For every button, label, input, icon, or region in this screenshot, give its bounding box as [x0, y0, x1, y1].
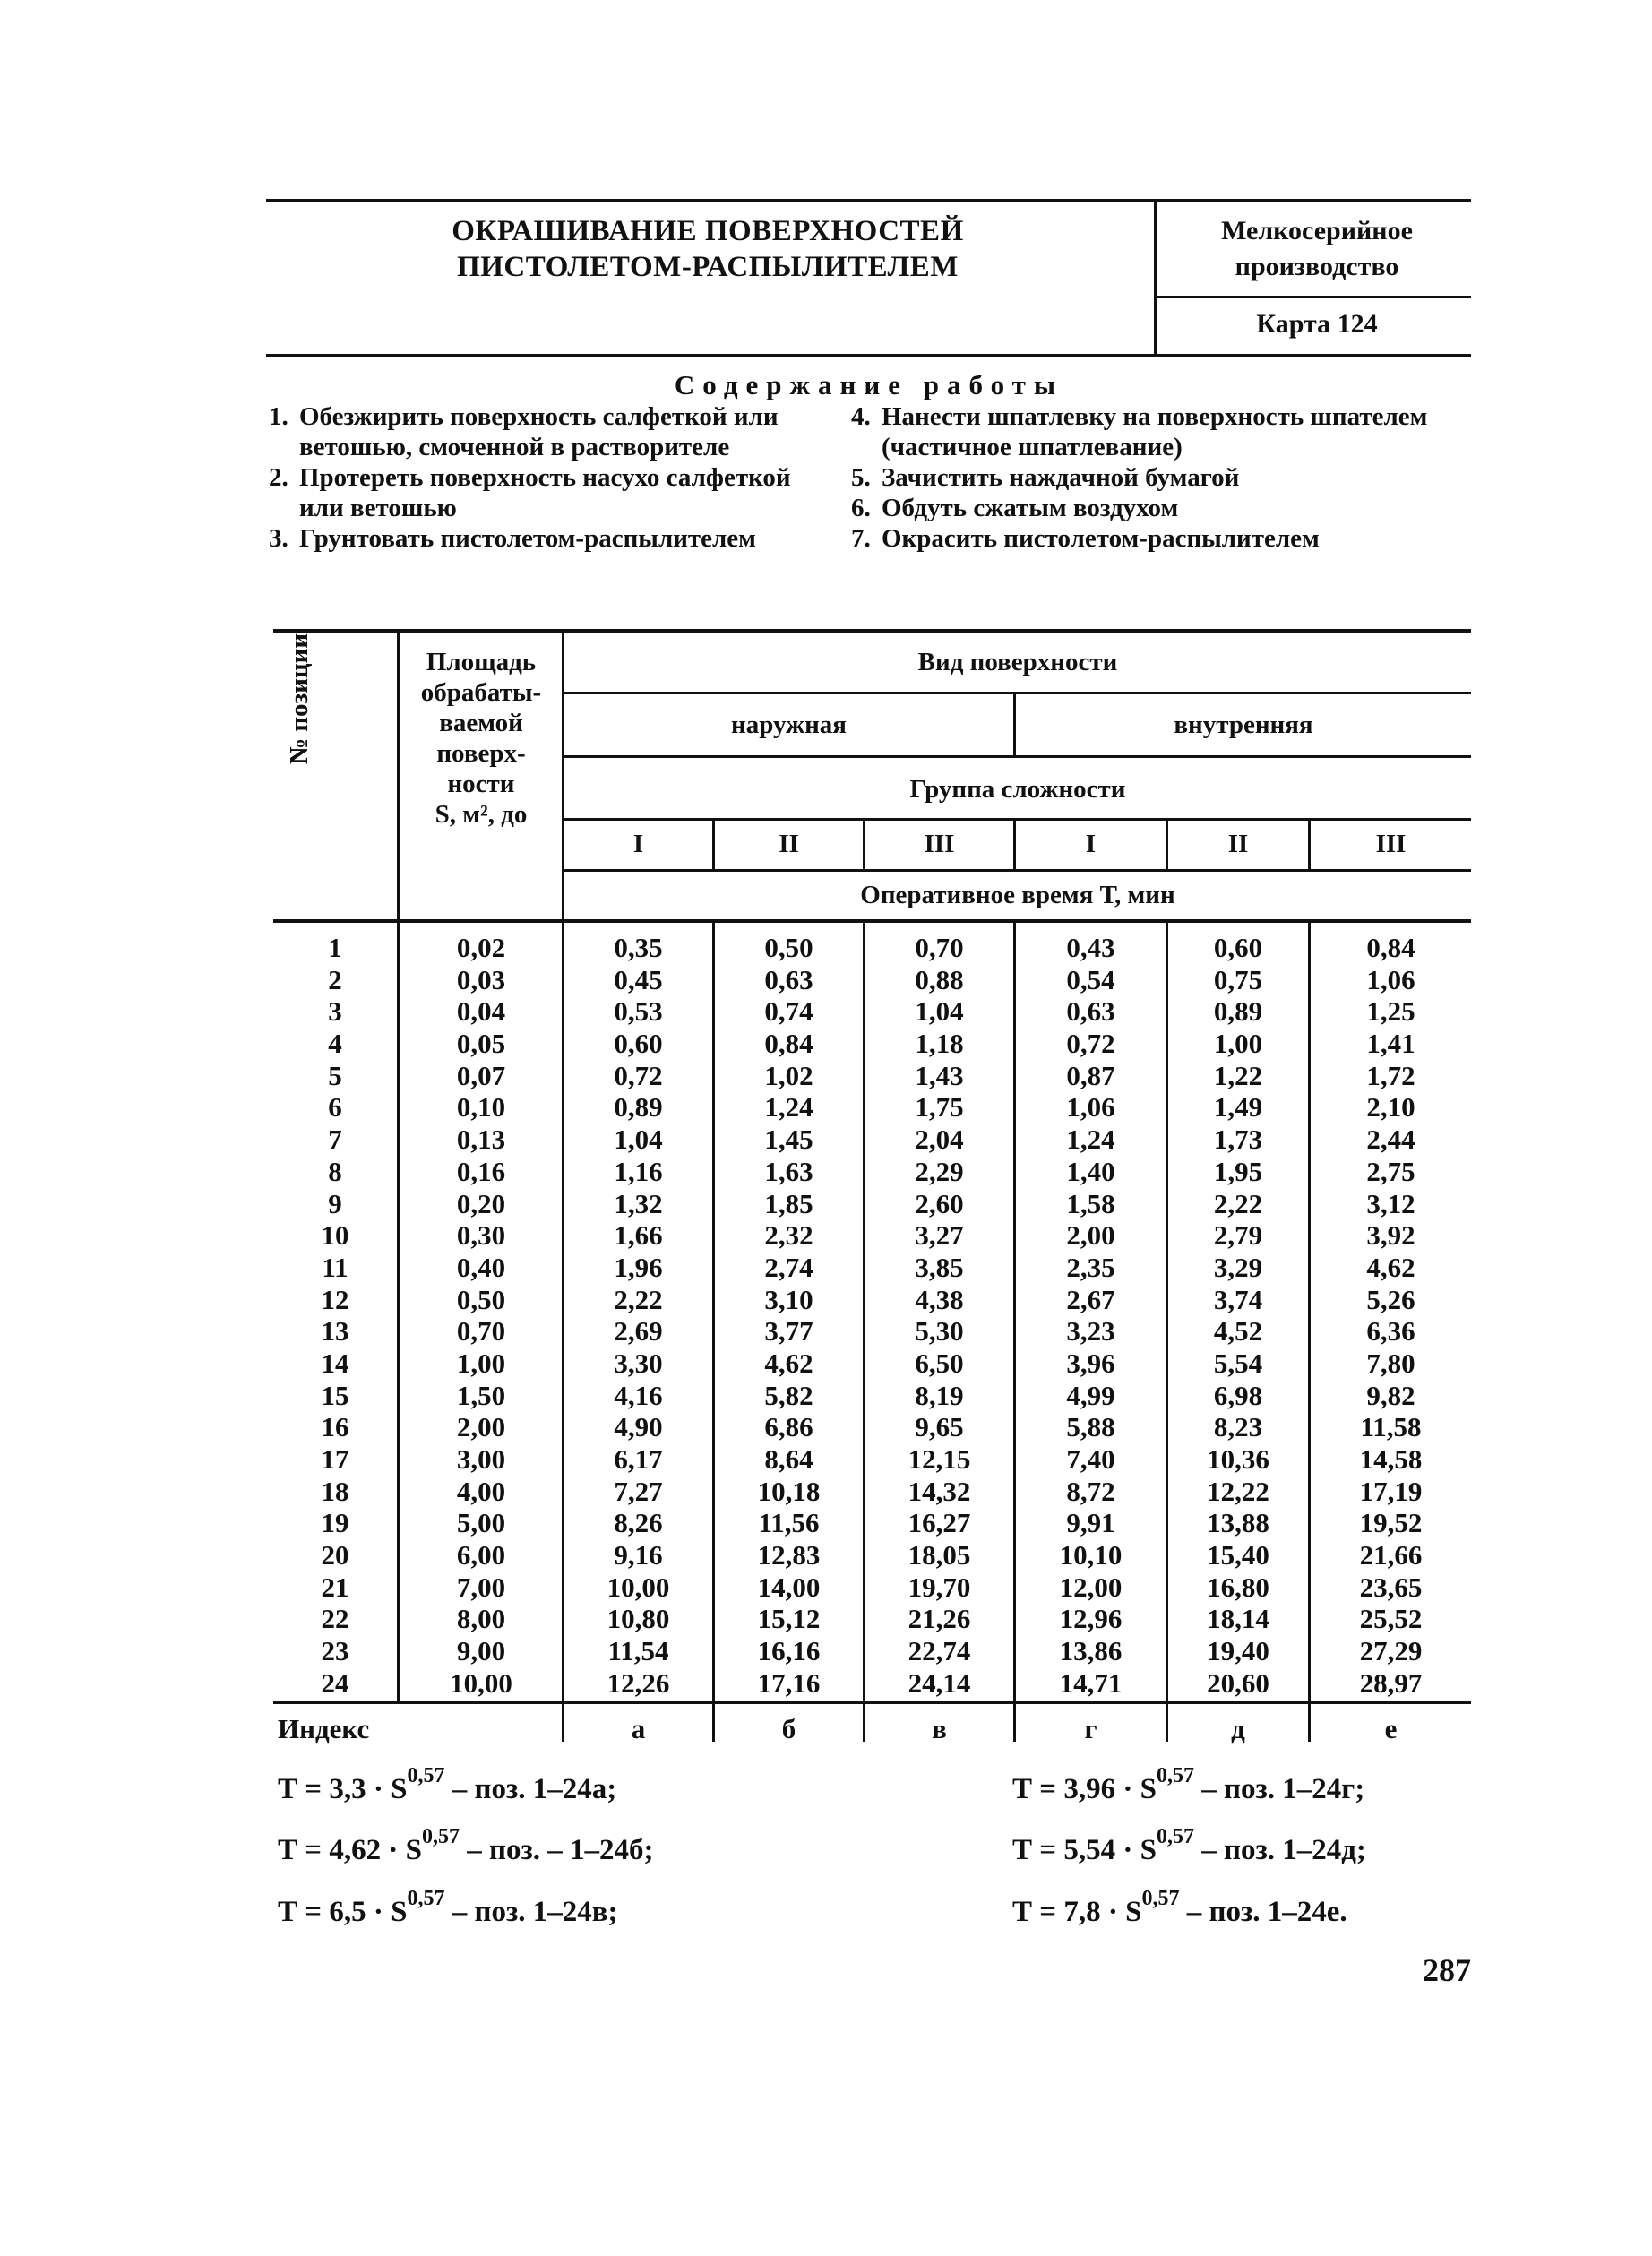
table-cell: 12,26: [607, 1666, 670, 1699]
table-cell: 2,69: [614, 1315, 663, 1348]
table-cell: 0,16: [456, 1155, 506, 1187]
table-cell: 0,05: [456, 1028, 506, 1060]
table-cell: 0,03: [456, 963, 506, 995]
index-letter: б: [781, 1713, 796, 1744]
table-cell: 19: [321, 1507, 349, 1539]
steps-right: [851, 401, 1469, 554]
table-cell: 12,00: [1059, 1571, 1123, 1603]
table-cell: 1,63: [764, 1155, 813, 1187]
table-cell: 14,32: [908, 1475, 971, 1507]
table-cell: 6,86: [764, 1411, 813, 1443]
step-text: Обдуть сжатым воздухом: [882, 494, 1179, 522]
table-cell: 1,41: [1366, 1028, 1415, 1060]
table-cell: 2: [328, 963, 342, 995]
step-text: Обезжирить поверхность салфеткой или ветошью, смоченной в растворителе: [299, 402, 779, 461]
table-cell: 7: [328, 1124, 342, 1156]
col-header-position: № позиции: [285, 633, 314, 765]
table-cell: 16,27: [908, 1507, 971, 1539]
table-cell: 5,00: [456, 1507, 506, 1539]
table-cell: 1,00: [1213, 1028, 1263, 1060]
table-cell: 7,00: [456, 1571, 506, 1603]
table-cell: 14,58: [1359, 1443, 1423, 1475]
time-column-inner-III: [1311, 932, 1471, 1700]
table-cell: 0,20: [456, 1187, 506, 1219]
table-cell: 1,25: [1366, 995, 1415, 1028]
table-cell: 6,17: [614, 1443, 663, 1475]
table-cell: 12,96: [1059, 1603, 1123, 1635]
surface-type-header: Вид поверхности: [917, 648, 1118, 676]
table-cell: 11,56: [758, 1507, 820, 1539]
table-cell: 0,70: [915, 932, 964, 963]
table-cell: 4,90: [614, 1411, 663, 1443]
table-cell: 5,54: [1213, 1347, 1263, 1379]
formula-base: Т = 7,8 · S: [1012, 1896, 1142, 1928]
table-cell: 0,84: [1366, 932, 1415, 963]
table-cell: 0,72: [614, 1059, 663, 1091]
table-cell: 13,86: [1059, 1635, 1123, 1667]
table-cell: 1,06: [1066, 1091, 1115, 1124]
table-cell: 2,44: [1366, 1124, 1415, 1156]
table-cell: 10,00: [607, 1571, 670, 1603]
table-cell: 7,40: [1066, 1443, 1115, 1475]
title-line-2: ПИСТОЛЕТОМ-РАСПЫЛИТЕЛЕМ: [457, 251, 959, 283]
step-number: 7.: [851, 524, 871, 553]
table-cell: 0,13: [456, 1124, 506, 1156]
formula-exponent: 0,57: [1141, 1887, 1180, 1910]
table-cell: 3: [328, 995, 342, 1028]
table-cell: 2,00: [456, 1411, 506, 1443]
table-cell: 24: [321, 1666, 349, 1699]
table-cell: 11: [322, 1251, 348, 1283]
formula-scope: – поз. 1–24а;: [444, 1773, 617, 1805]
step-number: 2.: [269, 463, 288, 492]
table-cell: 21,66: [1359, 1539, 1423, 1571]
card-number: Карта 124: [1256, 309, 1378, 339]
table-cell: 8,64: [764, 1443, 813, 1475]
table-cell: 1,32: [614, 1187, 663, 1219]
table-cell: 3,12: [1366, 1187, 1415, 1219]
outer-header: наружная: [731, 710, 847, 739]
table-cell: 2,29: [915, 1155, 964, 1187]
table-cell: 3,74: [1213, 1283, 1263, 1315]
table-cell: 0,10: [456, 1091, 506, 1124]
table-cell: 15: [321, 1379, 349, 1411]
time-column-outer-I: [564, 932, 712, 1700]
table-cell: 3,92: [1366, 1219, 1415, 1252]
table-cell: 2,00: [1066, 1219, 1115, 1252]
table-cell: 1,02: [764, 1059, 813, 1091]
table-cell: 0,63: [1066, 995, 1115, 1028]
formula: [1012, 1764, 1365, 1806]
table-cell: 1,18: [915, 1028, 964, 1060]
table-cell: 2,79: [1213, 1219, 1263, 1252]
table-cell: 6,50: [915, 1347, 964, 1379]
index-label: Индекс: [278, 1713, 370, 1744]
table-cell: 1,45: [764, 1124, 813, 1156]
table-cell: 8,72: [1066, 1475, 1115, 1507]
table-cell: 2,67: [1066, 1283, 1115, 1315]
formula-base: Т = 6,5 · S: [278, 1896, 408, 1928]
formula-exponent: 0,57: [407, 1887, 445, 1910]
table-cell: 10,18: [757, 1475, 821, 1507]
step-number: 6.: [851, 494, 871, 522]
table-cell: 3,29: [1213, 1251, 1263, 1283]
step-text: Нанести шпатлевку на поверхность шпателем (частичное шпатлевание): [882, 402, 1428, 461]
formula-exponent: 0,57: [1156, 1764, 1194, 1787]
table-cell: 1,72: [1366, 1059, 1415, 1091]
table-cell: 0,07: [456, 1059, 506, 1091]
table-cell: 19,40: [1207, 1635, 1269, 1667]
formula-scope: – поз. 1–24е.: [1179, 1896, 1347, 1928]
table-cell: 9,91: [1066, 1507, 1115, 1539]
formula-scope: – поз. 1–24в;: [444, 1896, 618, 1928]
surface-type-rule: [564, 692, 1471, 694]
formula-base: Т = 4,62 · S: [278, 1834, 422, 1866]
inner-header: внутренняя: [1174, 710, 1313, 739]
formula-base: Т = 5,54 · S: [1012, 1834, 1157, 1866]
step-number: 3.: [269, 524, 288, 553]
table-cell: 2,35: [1066, 1251, 1115, 1283]
production-line-1: Мелкосерийное: [1221, 216, 1413, 245]
table-cell: 2,10: [1366, 1091, 1415, 1124]
table-cell: 20,60: [1207, 1666, 1269, 1699]
table-cell: 1,04: [915, 995, 964, 1028]
table-cell: 16: [321, 1411, 349, 1443]
steps-left: [269, 401, 806, 554]
area-header-line: S, м², до: [435, 800, 528, 829]
table-cell: 13: [321, 1315, 349, 1348]
table-cell: 14: [321, 1347, 349, 1379]
table-cell: 2,32: [764, 1219, 813, 1252]
table-cell: 17,19: [1359, 1475, 1423, 1507]
formula-scope: – поз. 1–24г;: [1193, 1773, 1365, 1805]
table-cell: 1: [328, 932, 342, 963]
header-bottom-table-rule: [273, 919, 1471, 923]
step-number: 4.: [851, 402, 871, 431]
table-cell: 2,04: [915, 1124, 964, 1156]
header-top-rule: [266, 199, 1471, 202]
table-cell: 0,70: [456, 1315, 506, 1348]
table-cell: 21,26: [908, 1603, 971, 1635]
table-cell: 21: [321, 1571, 349, 1603]
table-cell: 20: [321, 1539, 349, 1571]
table-cell: 1,50: [456, 1379, 506, 1411]
step-number: 1.: [269, 402, 288, 431]
table-cell: 2,60: [915, 1187, 964, 1219]
table-cell: 4: [328, 1028, 342, 1060]
table-cell: 0,53: [614, 995, 663, 1028]
table-cell: 15,40: [1207, 1539, 1269, 1571]
table-cell: 19,70: [908, 1571, 971, 1603]
complexity-rule: [564, 818, 1471, 821]
formula-exponent: 0,57: [1156, 1825, 1194, 1848]
table-cell: 3,23: [1066, 1315, 1115, 1348]
table-cell: 0,60: [1213, 932, 1263, 963]
table-cell: 25,52: [1359, 1603, 1423, 1635]
table-cell: 0,43: [1066, 932, 1115, 963]
table-cell: 2,74: [764, 1251, 813, 1283]
step-item: [269, 401, 806, 462]
table-cell: 12,83: [757, 1539, 821, 1571]
index-letter: е: [1384, 1713, 1398, 1744]
table-cell: 3,77: [764, 1315, 813, 1348]
table-cell: 1,85: [764, 1187, 813, 1219]
table-cell: 15,12: [757, 1603, 821, 1635]
table-cell: 9,00: [456, 1635, 506, 1667]
table-cell: 17,16: [757, 1666, 821, 1699]
table-cell: 0,45: [614, 963, 663, 995]
table-cell: 16,80: [1207, 1571, 1269, 1603]
table-cell: 6: [328, 1091, 342, 1124]
outer-inner-rule: [564, 755, 1471, 758]
formula-exponent: 0,57: [407, 1764, 445, 1787]
table-cell: 0,50: [456, 1283, 506, 1315]
table-cell: 4,62: [1366, 1251, 1415, 1283]
table-cell: 1,58: [1066, 1187, 1115, 1219]
table-cell: 1,96: [614, 1251, 663, 1283]
table-cell: 22,74: [908, 1635, 971, 1667]
table-cell: 0,84: [764, 1028, 813, 1060]
area-header-line: Площадь: [426, 648, 537, 676]
table-cell: 1,06: [1366, 963, 1415, 995]
operative-time-header: Оперативное время Т, мин: [860, 881, 1175, 909]
area-header-line: ваемой: [439, 709, 523, 737]
complexity-header: Группа сложности: [909, 775, 1126, 804]
table-cell: 10,10: [1059, 1539, 1123, 1571]
table-cell: 0,54: [1066, 963, 1115, 995]
table-cell: 3,00: [456, 1443, 506, 1475]
table-cell: 0,63: [764, 963, 813, 995]
table-cell: 1,95: [1213, 1155, 1263, 1187]
table-cell: 0,04: [456, 995, 506, 1028]
group-header: II: [779, 830, 799, 858]
formula-exponent: 0,57: [421, 1825, 460, 1848]
group-header: III: [1375, 830, 1407, 858]
table-cell: 18,05: [908, 1539, 971, 1571]
table-cell: 3,10: [764, 1283, 813, 1315]
table-cell: 13,88: [1207, 1507, 1269, 1539]
formula: [1012, 1887, 1347, 1929]
table-cell: 23,65: [1359, 1571, 1423, 1603]
table-cell: 27,29: [1359, 1635, 1423, 1667]
index-letter: г: [1084, 1713, 1097, 1744]
step-text: Окрасить пистолетом-распылителем: [882, 524, 1320, 553]
step-item: [851, 401, 1469, 462]
formula-scope: – поз. 1–24д;: [1193, 1834, 1366, 1866]
card-rule: [1156, 296, 1471, 298]
table-cell: 1,24: [764, 1091, 813, 1124]
time-column-inner-II: [1168, 932, 1308, 1700]
group-header: I: [1085, 830, 1097, 858]
table-cell: 6,00: [456, 1539, 506, 1571]
time-column-outer-II: [715, 932, 863, 1700]
time-column-outer-III: [865, 932, 1013, 1700]
table-cell: 0,75: [1213, 963, 1263, 995]
area-header-line: обрабаты-: [420, 678, 542, 707]
table-cell: 7,27: [614, 1475, 663, 1507]
table-cell: 4,99: [1066, 1379, 1115, 1411]
header-divider: [1154, 199, 1157, 356]
table-cell: 12,22: [1207, 1475, 1269, 1507]
table-cell: 16,16: [757, 1635, 821, 1667]
formula: [278, 1764, 617, 1806]
formula: [1012, 1825, 1366, 1867]
table-cell: 14,71: [1059, 1666, 1123, 1699]
step-item: [269, 462, 806, 523]
table-cell: 11,54: [607, 1635, 669, 1667]
table-cell: 1,00: [456, 1347, 506, 1379]
table-cell: 18: [321, 1475, 349, 1507]
table-cell: 2,75: [1366, 1155, 1415, 1187]
table-cell: 28,97: [1359, 1666, 1423, 1699]
table-cell: 5: [328, 1059, 342, 1091]
table-cell: 0,02: [456, 932, 506, 963]
group-header: III: [924, 830, 955, 858]
title-line-1: ОКРАШИВАНИЕ ПОВЕРХНОСТЕЙ: [452, 215, 964, 247]
formula: [278, 1887, 618, 1929]
table-cell: 1,43: [915, 1059, 964, 1091]
table-cell: 0,89: [1213, 995, 1263, 1028]
table-cell: 18,14: [1207, 1603, 1269, 1635]
table-cell: 3,96: [1066, 1347, 1115, 1379]
table-cell: 5,82: [764, 1379, 813, 1411]
table-data-bottom-rule: [273, 1701, 1471, 1704]
table-cell: 1,73: [1213, 1124, 1263, 1156]
area-header-line: поверх-: [436, 739, 526, 768]
index-letter: в: [932, 1713, 947, 1744]
table-cell: 12: [321, 1283, 349, 1315]
step-text: Грунтовать пистолетом-распылителем: [299, 524, 756, 553]
table-cell: 4,52: [1213, 1315, 1263, 1348]
position-column: [273, 932, 397, 1700]
table-cell: 10,36: [1207, 1443, 1269, 1475]
header-bottom-rule: [266, 354, 1471, 357]
table-cell: 8,19: [915, 1379, 964, 1411]
table-cell: 4,62: [764, 1347, 813, 1379]
table-cell: 22: [321, 1603, 349, 1635]
table-cell: 14,00: [757, 1571, 821, 1603]
production-line-2: производство: [1235, 252, 1399, 281]
index-letter: д: [1231, 1713, 1245, 1744]
table-cell: 5,88: [1066, 1411, 1115, 1443]
table-cell: 1,40: [1066, 1155, 1115, 1187]
col-header-area: [400, 647, 562, 830]
page-title: [269, 213, 1147, 285]
table-cell: 1,04: [614, 1124, 663, 1156]
table-cell: 9: [328, 1187, 342, 1219]
table-cell: 3,27: [915, 1219, 964, 1252]
step-item: [269, 523, 806, 554]
table-cell: 1,16: [614, 1155, 663, 1187]
table-cell: 0,60: [614, 1028, 663, 1060]
table-cell: 12,15: [908, 1443, 971, 1475]
table-cell: 0,30: [456, 1219, 506, 1252]
table-cell: 0,40: [456, 1251, 506, 1283]
table-cell: 1,66: [614, 1219, 663, 1252]
table-cell: 9,65: [915, 1411, 964, 1443]
step-number: 5.: [851, 463, 871, 492]
formula-scope: – поз. – 1–24б;: [459, 1834, 654, 1866]
groups-rule: [564, 869, 1471, 872]
table-cell: 8,00: [456, 1603, 506, 1635]
time-column-inner-I: [1016, 932, 1166, 1700]
table-cell: 0,87: [1066, 1059, 1115, 1091]
table-cell: 4,16: [614, 1379, 663, 1411]
step-item: [851, 523, 1469, 554]
table-cell: 0,35: [614, 932, 663, 963]
table-cell: 11,58: [1360, 1411, 1422, 1443]
table-cell: 10,80: [607, 1603, 670, 1635]
table-cell: 3,85: [915, 1251, 964, 1283]
table-cell: 1,24: [1066, 1124, 1115, 1156]
table-cell: 10,00: [450, 1666, 512, 1699]
table-cell: 1,49: [1213, 1091, 1263, 1124]
step-item: [851, 493, 1469, 523]
page-number: 287: [1423, 1952, 1471, 1988]
table-cell: 6,98: [1213, 1379, 1263, 1411]
step-text: Протереть поверхность насухо салфеткой или ветошью: [299, 463, 791, 522]
content-title: Содержание работы: [674, 369, 1064, 400]
group-header: II: [1227, 830, 1249, 858]
step-text: Зачистить наждачной бумагой: [882, 463, 1240, 492]
table-cell: 1,75: [915, 1091, 964, 1124]
table-cell: 19,52: [1359, 1507, 1423, 1539]
table-cell: 24,14: [908, 1666, 971, 1699]
formula-base: Т = 3,3 · S: [278, 1773, 408, 1805]
table-cell: 9,82: [1366, 1379, 1415, 1411]
index-letter: а: [631, 1713, 646, 1744]
area-column: [400, 932, 562, 1700]
table-cell: 7,80: [1366, 1347, 1415, 1379]
table-cell: 0,72: [1066, 1028, 1115, 1060]
table-cell: 8: [328, 1155, 342, 1187]
table-cell: 17: [321, 1443, 349, 1475]
table-cell: 23: [321, 1635, 349, 1667]
col-divider-position: [397, 631, 400, 1702]
table-cell: 8,23: [1213, 1411, 1263, 1443]
formula-base: Т = 3,96 · S: [1012, 1773, 1157, 1805]
table-cell: 9,16: [614, 1539, 663, 1571]
table-cell: 5,30: [915, 1315, 964, 1348]
table-cell: 2,22: [1213, 1187, 1263, 1219]
table-cell: 5,26: [1366, 1283, 1415, 1315]
area-header-line: ности: [447, 770, 515, 798]
table-cell: 1,22: [1213, 1059, 1263, 1091]
table-cell: 0,88: [915, 963, 964, 995]
table-cell: 10: [321, 1219, 349, 1252]
formula: [278, 1825, 654, 1867]
table-cell: 4,38: [915, 1283, 964, 1315]
step-item: [851, 462, 1469, 493]
table-top-rule: [273, 629, 1471, 633]
table-cell: 0,89: [614, 1091, 663, 1124]
table-cell: 2,22: [614, 1283, 663, 1315]
production-type: [1165, 213, 1469, 285]
table-cell: 0,50: [764, 932, 813, 963]
table-cell: 6,36: [1366, 1315, 1415, 1348]
group-header: I: [632, 830, 644, 858]
table-cell: 0,74: [764, 995, 813, 1028]
table-cell: 3,30: [614, 1347, 663, 1379]
table-cell: 4,00: [456, 1475, 506, 1507]
table-cell: 8,26: [614, 1507, 663, 1539]
